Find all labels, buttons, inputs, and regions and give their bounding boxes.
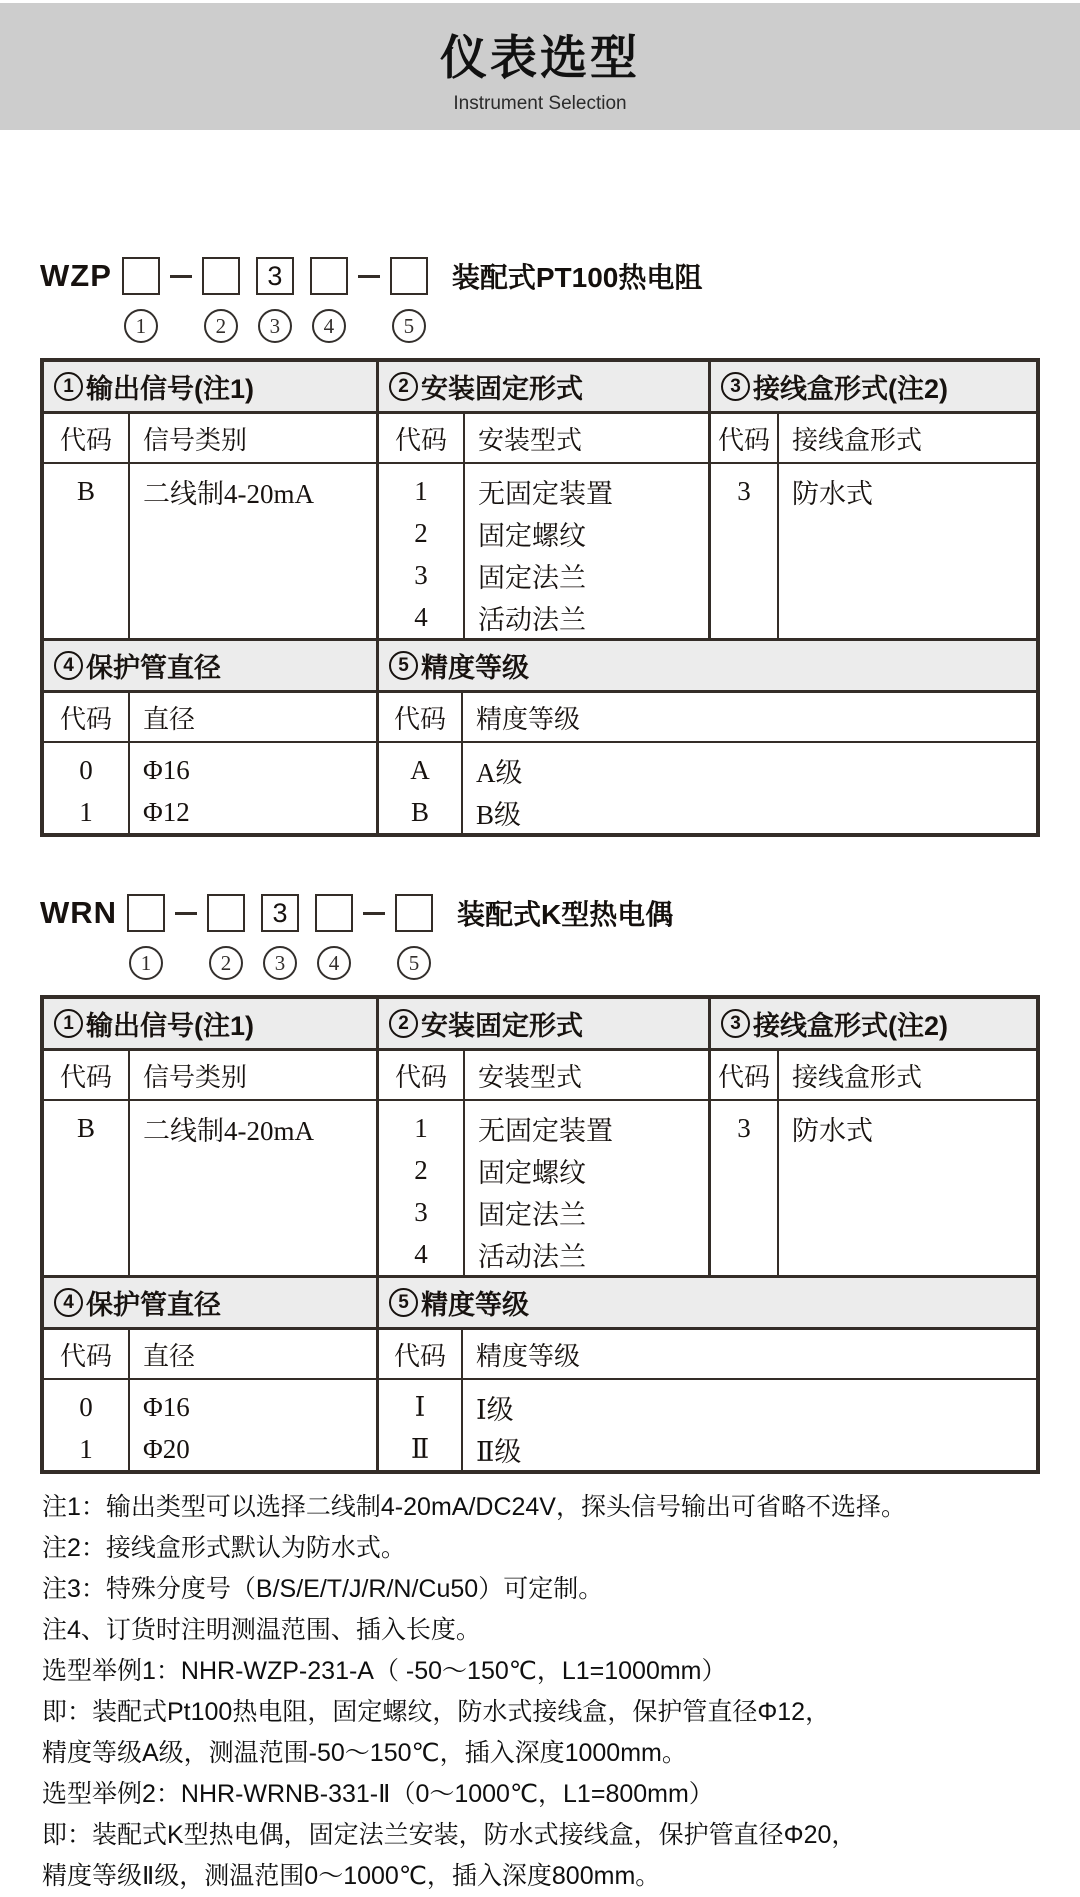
note-4: 注4、订货时注明测温范围、插入长度。 — [42, 1616, 481, 1644]
circled-number-icon: 2 — [389, 1009, 418, 1038]
column-header-code: 代码 — [44, 693, 128, 743]
marker-slot — [127, 946, 165, 980]
circled-number-icon: 3 — [721, 1009, 750, 1038]
column-header-code: 代码 — [379, 414, 463, 464]
code-box-value: 3 — [272, 897, 288, 928]
code-cell: 3 — [414, 559, 428, 590]
table-group-junction-box — [708, 362, 1036, 638]
dash-separator — [358, 275, 380, 278]
code-box-1 — [122, 257, 160, 295]
position-marker-1: 1 — [129, 946, 163, 980]
group-title — [711, 999, 1036, 1051]
group-title — [379, 362, 708, 414]
marker-slot — [202, 309, 240, 343]
column-header-code: 代码 — [711, 414, 777, 464]
page-header — [0, 3, 1080, 130]
table-group-tube-diameter — [44, 641, 376, 833]
model-description: 装配式K型热电偶 — [457, 899, 674, 930]
label-cell: 固定法兰 — [478, 1199, 586, 1230]
label-cell: Φ16 — [143, 1391, 190, 1422]
label-cell: Ⅰ级 — [476, 1394, 514, 1425]
code-box-3 — [256, 257, 294, 295]
group-title-text: 精度等级 — [421, 1290, 529, 1320]
code-box-5 — [390, 257, 428, 295]
model-description: 装配式PT100热电阻 — [451, 262, 703, 293]
code-box-5 — [395, 894, 433, 932]
position-marker-5: 5 — [397, 946, 431, 980]
column-header-label: 安装型式 — [465, 1051, 708, 1101]
group-title-text: 接线盒形式(注2) — [753, 1011, 948, 1041]
group-title-text: 精度等级 — [421, 653, 529, 683]
example-2-detail-1: 即：装配式K型热电偶，固定法兰安装，防水式接线盒，保护管直径Φ20， — [42, 1821, 857, 1849]
table-group-output-signal — [44, 999, 376, 1275]
label-cell: 二线制4-20mA — [143, 478, 314, 509]
example-2-title: 选型举例2：NHR-WRNB-331-Ⅱ（0～1000℃，L1=800mm） — [42, 1780, 714, 1808]
group-title — [379, 999, 708, 1051]
position-marker-4: 4 — [317, 946, 351, 980]
position-markers-wzp — [40, 308, 1040, 344]
table-group-output-signal — [44, 362, 376, 638]
example-1-detail-2: 精度等级A级，测温范围-50～150℃，插入深度1000mm。 — [42, 1739, 687, 1767]
label-cell: B级 — [476, 799, 522, 830]
label-cell: A级 — [476, 757, 523, 788]
column-header-code: 代码 — [379, 1330, 461, 1380]
note-1: 注1：输出类型可以选择二线制4-20mA/DC24V，探头信号输出可省略不选择。 — [42, 1493, 906, 1521]
group-title-text: 安装固定形式 — [421, 374, 583, 404]
code-cell: 0 — [79, 754, 93, 785]
dash-separator — [363, 912, 385, 915]
column-header-label: 接线盒形式 — [779, 414, 1036, 464]
code-cell: 2 — [414, 517, 428, 548]
group-title — [711, 362, 1036, 414]
column-header-label: 直径 — [130, 693, 376, 743]
code-cell: 3 — [737, 1112, 751, 1143]
column-header-code: 代码 — [379, 693, 461, 743]
code-cell: B — [76, 475, 95, 506]
label-cell: 二线制4-20mA — [143, 1115, 314, 1146]
page-subtitle: Instrument Selection — [453, 93, 627, 114]
label-cell: Φ12 — [143, 796, 190, 827]
group-title-text: 输出信号(注1) — [86, 374, 254, 404]
label-cell: 固定螺纹 — [478, 520, 586, 551]
model-prefix: WRN — [40, 895, 118, 930]
label-cell: 防水式 — [792, 1115, 873, 1146]
code-cell: 4 — [414, 1238, 428, 1269]
selection-table-wrn — [40, 995, 1040, 1474]
position-marker-5: 5 — [392, 309, 426, 343]
column-header-label: 安装型式 — [465, 414, 708, 464]
table-group-mounting — [376, 999, 708, 1275]
marker-slot — [315, 946, 353, 980]
content-area — [40, 256, 1040, 1897]
model-code-line-wzp — [40, 256, 1040, 296]
marker-slot — [390, 309, 428, 343]
circled-number-icon: 2 — [389, 372, 418, 401]
example-1-detail-1: 即：装配式Pt100热电阻，固定螺纹，防水式接线盒，保护管直径Φ12， — [42, 1698, 831, 1726]
label-cell: 防水式 — [792, 478, 873, 509]
code-box-1 — [127, 894, 165, 932]
position-marker-3: 3 — [258, 309, 292, 343]
label-cell: 活动法兰 — [478, 604, 586, 635]
group-title — [44, 362, 376, 414]
circled-number-icon: 4 — [54, 651, 83, 680]
group-title-text: 保护管直径 — [86, 653, 221, 683]
position-marker-3: 3 — [263, 946, 297, 980]
example-1-title: 选型举例1：NHR-WZP-231-A（ -50～150℃，L1=1000mm） — [42, 1657, 727, 1685]
group-title — [44, 1278, 376, 1330]
page-title: 仪表选型 — [440, 31, 640, 84]
group-title — [44, 641, 376, 693]
circled-number-icon: 5 — [389, 651, 418, 680]
circled-number-icon: 5 — [389, 1288, 418, 1317]
position-marker-4: 4 — [312, 309, 346, 343]
code-cell: 2 — [414, 1154, 428, 1185]
label-cell: 活动法兰 — [478, 1241, 586, 1272]
label-cell: 无固定装置 — [478, 1115, 613, 1146]
column-header-label: 直径 — [130, 1330, 376, 1380]
column-header-label: 信号类别 — [130, 1051, 376, 1101]
position-marker-1: 1 — [124, 309, 158, 343]
label-cell: 无固定装置 — [478, 478, 613, 509]
code-box-2 — [207, 894, 245, 932]
group-title — [379, 1278, 1036, 1330]
code-box-4 — [310, 257, 348, 295]
label-cell: Ⅱ级 — [476, 1436, 522, 1467]
table-group-junction-box — [708, 999, 1036, 1275]
code-cell: 3 — [414, 1196, 428, 1227]
group-title — [379, 641, 1036, 693]
code-cell: 3 — [737, 475, 751, 506]
note-2: 注2：接线盒形式默认为防水式。 — [42, 1534, 406, 1562]
code-cell: Ⅰ — [414, 1391, 426, 1422]
group-title-text: 保护管直径 — [86, 1290, 221, 1320]
position-marker-2: 2 — [209, 946, 243, 980]
code-cell: 1 — [79, 1433, 93, 1464]
marker-slot — [122, 309, 160, 343]
code-cell: B — [410, 796, 429, 827]
code-cell: 4 — [414, 601, 428, 632]
label-cell: Φ16 — [143, 754, 190, 785]
circled-number-icon: 3 — [721, 372, 750, 401]
code-box-2 — [202, 257, 240, 295]
code-cell: 0 — [79, 1391, 93, 1422]
code-cell: 1 — [414, 475, 428, 506]
code-cell: 1 — [414, 1112, 428, 1143]
model-code-line-wrn — [40, 893, 1040, 933]
marker-slot — [310, 309, 348, 343]
circled-number-icon: 4 — [54, 1288, 83, 1317]
column-header-code: 代码 — [379, 1051, 463, 1101]
code-box-value: 3 — [267, 260, 283, 291]
note-3: 注3：特殊分度号（B/S/E/T/J/R/N/Cu50）可定制。 — [42, 1575, 604, 1603]
model-prefix: WZP — [40, 258, 112, 293]
table-group-mounting — [376, 362, 708, 638]
selection-table-wzp — [40, 358, 1040, 837]
circled-number-icon: 1 — [54, 1009, 83, 1038]
column-header-label: 精度等级 — [463, 1330, 1036, 1380]
column-header-code: 代码 — [44, 1051, 128, 1101]
circled-number-icon: 1 — [54, 372, 83, 401]
group-title-text: 接线盒形式(注2) — [753, 374, 948, 404]
marker-slot — [256, 309, 294, 343]
column-header-label: 信号类别 — [130, 414, 376, 464]
code-cell: B — [76, 1112, 95, 1143]
column-header-label: 接线盒形式 — [779, 1051, 1036, 1101]
column-header-label: 精度等级 — [463, 693, 1036, 743]
column-header-code: 代码 — [711, 1051, 777, 1101]
code-cell: A — [410, 754, 430, 785]
column-header-code: 代码 — [44, 414, 128, 464]
table-group-accuracy — [376, 1278, 1036, 1470]
group-title — [44, 999, 376, 1051]
group-title-text: 输出信号(注1) — [86, 1011, 254, 1041]
column-header-code: 代码 — [44, 1330, 128, 1380]
notes-section — [42, 1487, 1020, 1897]
marker-slot — [395, 946, 433, 980]
position-marker-2: 2 — [204, 309, 238, 343]
code-box-3 — [261, 894, 299, 932]
marker-slot — [261, 946, 299, 980]
label-cell: 固定螺纹 — [478, 1157, 586, 1188]
dash-separator — [170, 275, 192, 278]
example-2-detail-2: 精度等级Ⅱ级，测温范围0～1000℃，插入深度800mm。 — [42, 1862, 661, 1890]
marker-slot — [207, 946, 245, 980]
code-cell: Ⅱ — [410, 1433, 430, 1464]
position-markers-wrn — [40, 945, 1040, 981]
label-cell: 固定法兰 — [478, 562, 586, 593]
group-title-text: 安装固定形式 — [421, 1011, 583, 1041]
code-box-4 — [315, 894, 353, 932]
table-group-tube-diameter — [44, 1278, 376, 1470]
code-cell: 1 — [79, 796, 93, 827]
table-group-accuracy — [376, 641, 1036, 833]
dash-separator — [175, 912, 197, 915]
label-cell: Φ20 — [143, 1433, 190, 1464]
